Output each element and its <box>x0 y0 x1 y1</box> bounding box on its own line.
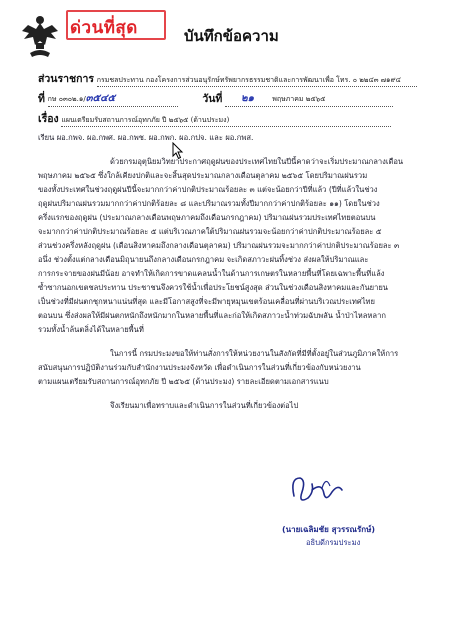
body-line: ส่วนช่วงครึ่งหลังฤดูฝน (เดือนสิงหาคมถึงกลางเดือนตุลาคม) ปริมาณฝนรวมจะมากกว่าค่าปกติประมาณร้อยละ ๓ <box>38 241 400 250</box>
subject-value: แผนเตรียมรับสถานการณ์อุทกภัย ปี ๒๕๖๕ (ด้านประมง) <box>61 115 391 127</box>
garuda-emblem-icon <box>20 13 60 59</box>
body-line: ครึ่งแรกของฤดูฝน (ประมาณกลางเดือนพฤษภาคมถึงเดือนกรกฎาคม) ปริมาณฝนรวมประเทศไทยตอนบน <box>38 213 376 222</box>
body-line: จะมากกว่าค่าปกติประมาณร้อยละ ๕ แต่บริเวณภาคใต้ปริมาณฝนรวมจะน้อยกว่าค่าปกติประมาณร้อยละ ๕ <box>38 227 382 236</box>
signatory-name: (นายเฉลิมชัย สุวรรณรักษ์) <box>282 525 376 534</box>
body-line: ของทั้งประเทศในช่วงฤดูฝนปีนี้จะมากกว่าค่าปกติประมาณร้อยละ ๓ แต่จะน้อยกว่าปีที่แล้ว (ปีที่แล้วในช่วง <box>38 185 378 194</box>
body-line: เป็นช่วงที่มีฝนตกชุกหนาแน่นที่สุด และมีโอกาสสูงที่จะมีพายุหมุนเขตร้อนเคลื่อนที่ผ่านบริเวณประเทศไทย <box>38 297 375 306</box>
body-line: ตามแผนเตรียมรับสถานการณ์อุทกภัย ปี ๒๕๖๕ (ด้านประมง) รายละเอียดตามเอกสารแนบ <box>38 377 329 386</box>
mouse-cursor-icon <box>172 142 184 160</box>
urgent-stamp: ด่วนที่สุด <box>70 18 138 38</box>
date-label: วันที่ <box>202 93 223 105</box>
body-line: ตอนบน ซึ่งส่งผลให้มีฝนตกหนักถึงหนักมากในหลายพื้นที่และก่อให้เกิดสภาวะน้ำท่วมฉับพลัน น้ำป่าไหลหลาก <box>38 311 386 320</box>
reference-handwritten-number: ๓๕๔๕ <box>85 93 116 104</box>
date-month-year: พฤษภาคม ๒๕๖๕ <box>272 95 326 103</box>
body-line: อนึ่ง ช่วงตั้งแต่กลางเดือนมิถุนายนถึงกลางเดือนกรกฎาคม จะเกิดสภาวะฝนทิ้งช่วง ส่งผลให้ปริมาณและ <box>38 255 369 264</box>
subject-label: เรื่อง <box>38 113 59 125</box>
recipient-line: เรียน ผอ.กพจ. ผอ.กพศ. ผอ.กพช. ผอ.กพก. ผอ.กปจ. และ ผอ.กพส. <box>38 133 254 142</box>
document-title: บันทึกข้อความ <box>184 27 279 45</box>
reference-row <box>38 90 393 107</box>
body-line: รวมทั้งน้ำล้นตลิ่งได้ในหลายพื้นที่ <box>38 325 144 334</box>
closing-line: จึงเรียนมาเพื่อทราบและดำเนินการในส่วนที่เกี่ยวข้องต่อไป <box>110 401 299 410</box>
body-line: ด้วยกรมอุตุนิยมวิทยาประกาศฤดูฝนของประเทศไทยในปีนี้คาดว่าจะเริ่มประมาณกลางเดือน <box>110 157 404 166</box>
body-line: พฤษภาคม ๒๕๖๕ ซึ่งใกล้เคียงปกติและจะสิ้นสุดประมาณกลางเดือนตุลาคม ๒๕๖๕ โดยปริมาณฝนรวม <box>38 171 368 180</box>
body-line: สนับสนุนการปฏิบัติงานร่วมกับสำนักงานประมงจังหวัด เพื่อดำเนินการในส่วนที่เกี่ยวข้องกับหน่วยงาน <box>38 363 361 372</box>
department-value: กรมชลประทาน กองโครงการส่วนอนุรักษ์ทรัพยากรธรรมชาติและการพัฒนาเพื่อ โทร. ๐ ๒๒๔๓ ๗๑๙๔ <box>97 75 417 87</box>
department-label: ส่วนราชการ <box>38 73 95 85</box>
body-line: ซ้ำซากนอกเขตชลประทาน ประชาชนจึงควรใช้น้ำเพื่อประโยชน์สูงสุด ส่วนในช่วงเดือนสิงหาคมและกันยายน <box>38 283 388 292</box>
signature-scribble <box>282 470 352 514</box>
reference-value: กษ ๐๓๐๒.๑/ <box>47 95 86 103</box>
subject-row <box>38 110 391 127</box>
body-line: ฤดูฝนปริมาณฝนรวมมากกว่าค่าปกติร้อยละ ๘ และปริมาณรวมทั้งปีมากกว่าค่าปกติร้อยละ ๑๑) โดยในช่วง <box>38 199 380 208</box>
department-row <box>38 70 417 87</box>
signatory-position: อธิบดีกรมประมง <box>306 538 361 547</box>
reference-label: ที่ <box>38 93 45 105</box>
date-day-handwritten: ๒๑ <box>241 93 254 104</box>
body-line: ในการนี้ กรมประมงขอให้ท่านสั่งการให้หน่วยงานในสังกัดที่มีที่ตั้งอยู่ในส่วนภูมิภาคให้การ <box>110 349 399 358</box>
body-line: การกระจายของฝนมีน้อย อาจทำให้เกิดการขาดแคลนน้ำในด้านการเกษตรในหลายพื้นที่โดยเฉพาะพื้นที่แล้ง <box>38 269 385 278</box>
